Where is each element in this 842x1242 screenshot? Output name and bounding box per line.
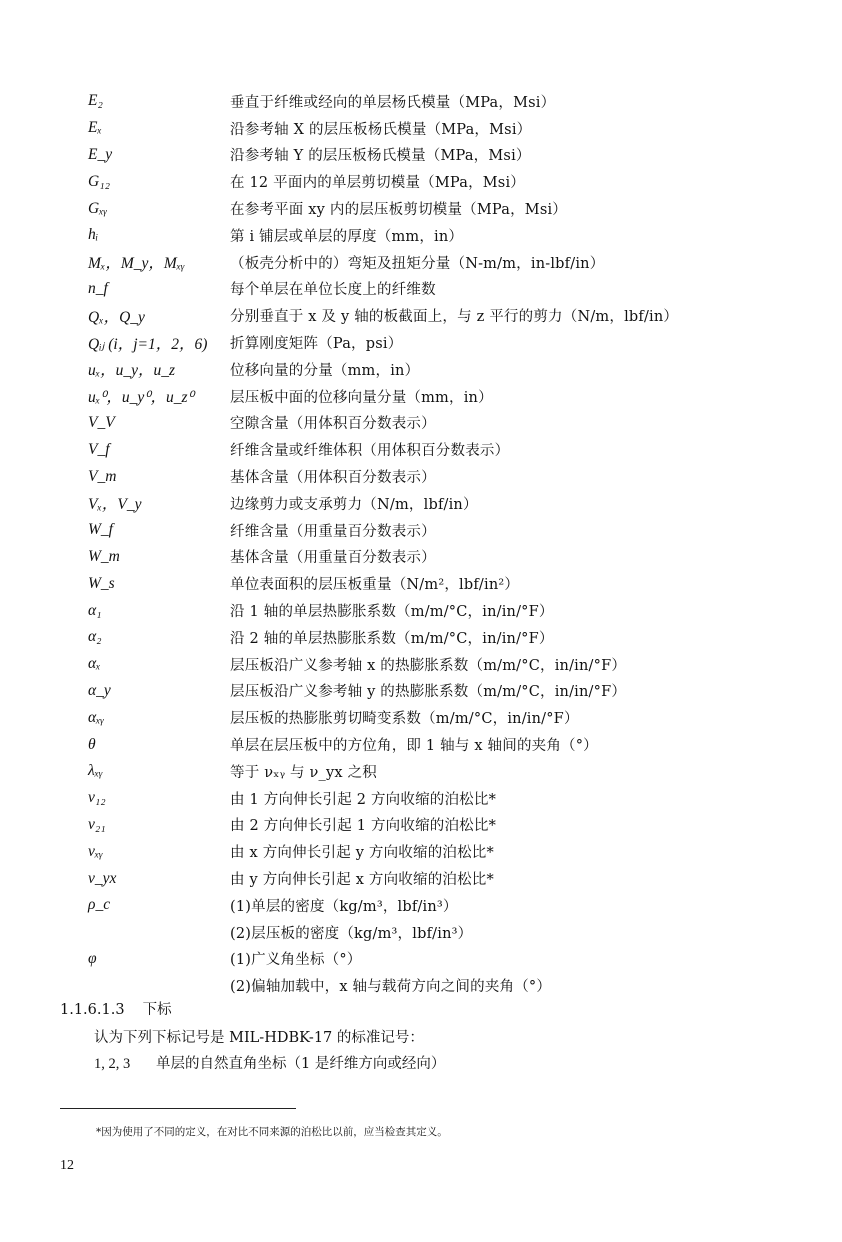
symbol: θ (88, 735, 96, 753)
symbol-row (88, 678, 828, 705)
section-number: 1.1.6.1.3 (60, 1002, 125, 1018)
symbol-description: 在参考平面 xy 内的层压板剪切模量（MPa，Msi） (230, 202, 568, 219)
symbol: uₓ，u_y，u_z (88, 362, 176, 380)
footnote: *因为使用了不同的定义，在对比不同来源的泊松比以前，应当检查其定义。 (96, 1126, 448, 1138)
symbol: n_f (88, 279, 108, 297)
symbol-row (88, 704, 828, 731)
symbol-row (88, 276, 828, 303)
symbol-description: 单位表面积的层压板重量（N/m²，lbf/in²） (230, 577, 520, 594)
symbol: Gₓᵧ (88, 199, 108, 217)
symbol-description: 纤维含量或纤维体积（用体积百分数表示） (230, 443, 510, 460)
symbol-row (88, 758, 828, 785)
symbol-description: 由 x 方向伸长引起 y 方向收缩的泊松比* (230, 845, 494, 862)
symbol-description: 折算刚度矩阵（Pa，psi） (230, 336, 403, 353)
symbol-description: (1)单层的密度（kg/m³，lbf/in³） (230, 898, 458, 915)
symbol-description: (2)层压板的密度（kg/m³，lbf/in³） (230, 925, 473, 942)
symbol: ν_yx (88, 869, 117, 887)
symbol-row (88, 168, 828, 195)
symbol: V_f (88, 440, 110, 458)
footnote-divider (60, 1108, 296, 1109)
symbol: hᵢ (88, 226, 99, 244)
symbol-description: 由 2 方向伸长引起 1 方向收缩的泊松比* (230, 818, 497, 835)
symbol: λₓᵧ (88, 762, 103, 780)
symbol-row (88, 88, 828, 115)
subscript-desc: 单层的自然直角坐标（1 是纤维方向或经向） (156, 1056, 446, 1072)
symbol-description: 层压板沿广义参考轴 y 的热膨胀系数（m/m/°C，in/in/°F） (230, 684, 627, 701)
symbol: α₂ (88, 628, 102, 646)
symbol-description: 由 1 方向伸长引起 2 方向收缩的泊松比* (230, 791, 497, 808)
symbol-row (88, 651, 828, 678)
symbol-description: 层压板的热膨胀剪切畸变系数（m/m/°C，in/in/°F） (230, 711, 579, 728)
symbol-row (88, 302, 828, 329)
symbol: Mₓ，M_y，Mₓᵧ (88, 255, 185, 273)
symbol-row (88, 812, 828, 839)
symbol-row (88, 865, 828, 892)
symbol-description: 层压板沿广义参考轴 x 的热膨胀系数（m/m/°C，in/in/°F） (230, 657, 627, 674)
symbol: αₓ (88, 655, 101, 673)
symbol-description: 沿 2 轴的单层热膨胀系数（m/m/°C，in/in/°F） (230, 630, 554, 647)
symbol: α₁ (88, 601, 102, 619)
symbol: V_m (88, 467, 117, 485)
symbol-row (88, 222, 828, 249)
symbol: E₂ (88, 92, 103, 110)
section-heading (60, 998, 172, 1019)
symbol-description: （板壳分析中的）弯矩及扭矩分量（N-m/m，in-lbf/in） (230, 255, 605, 272)
symbol-row (88, 329, 828, 356)
subscript-key: 1, 2, 3 (94, 1056, 131, 1072)
symbol: ν₁₂ (88, 789, 106, 807)
symbol-row (88, 731, 828, 758)
symbol-description: 等于 νₓᵧ 与 ν_yx 之积 (230, 764, 377, 781)
symbol-description: 基体含量（用重量百分数表示） (230, 550, 436, 567)
symbol-description: 纤维含量（用重量百分数表示） (230, 523, 436, 540)
symbol-row (88, 383, 828, 410)
symbol-row (88, 249, 828, 276)
symbol: Eₓ (88, 119, 102, 137)
symbol-description: 在 12 平面内的单层剪切模量（MPa，Msi） (230, 175, 525, 192)
symbol-description: 每个单层在单位长度上的纤维数 (230, 282, 436, 299)
symbol-row (88, 544, 828, 571)
symbol: φ (88, 949, 97, 967)
symbol-description: 空隙含量（用体积百分数表示） (230, 416, 436, 433)
symbol: νₓᵧ (88, 842, 103, 860)
symbol-description: 单层在层压板中的方位角，即 1 轴与 x 轴间的夹角（°） (230, 738, 598, 755)
symbol: uₓ⁰，u_y⁰，u_z⁰ (88, 389, 194, 407)
page-number: 12 (60, 1158, 74, 1173)
symbol: E_y (88, 145, 113, 163)
symbol-description: 沿参考轴 Y 的层压板杨氏模量（MPa，Msi） (230, 148, 531, 165)
symbol-row (88, 597, 828, 624)
section-title: 下标 (142, 1002, 172, 1018)
symbol-row (88, 463, 828, 490)
symbol-row (88, 195, 828, 222)
symbol-description: 分别垂直于 x 及 y 轴的板截面上，与 z 平行的剪力（N/m，lbf/in） (230, 309, 679, 326)
symbol: ρ_c (88, 896, 111, 914)
symbol-row (88, 115, 828, 142)
symbol: Qᵢⱼ (i，j=1，2，6) (88, 335, 208, 353)
section-intro: 认为下列下标记号是 MIL-HDBK-17 的标准记号： (94, 1030, 424, 1046)
symbol-row (88, 785, 828, 812)
symbol-description: 位移向量的分量（mm，in） (230, 362, 420, 379)
symbol-row (88, 570, 828, 597)
symbol: Qₓ，Q_y (88, 308, 145, 326)
symbol-row (88, 410, 828, 437)
symbol-row (88, 946, 828, 973)
symbol-row (88, 142, 828, 169)
symbol-row (88, 919, 828, 946)
symbol-row (88, 624, 828, 651)
symbol: Vₓ，V_y (88, 496, 142, 514)
symbol-description: 沿 1 轴的单层热膨胀系数（m/m/°C，in/in/°F） (230, 604, 554, 621)
symbol-description: 由 y 方向伸长引起 x 方向收缩的泊松比* (230, 872, 494, 888)
symbol-row (88, 838, 828, 865)
symbol: G₁₂ (88, 172, 110, 190)
symbol-description: (1)广义角坐标（°） (230, 952, 362, 969)
symbol-description: 基体含量（用体积百分数表示） (230, 470, 436, 487)
symbol-list (88, 88, 828, 999)
symbol: V_V (88, 413, 115, 431)
symbol-row (88, 517, 828, 544)
symbol-row (88, 356, 828, 383)
symbol: W_m (88, 547, 120, 565)
symbol-description: 沿参考轴 X 的层压板杨氏模量（MPa，Msi） (230, 121, 532, 138)
symbol-description: (2)偏轴加载中，x 轴与载荷方向之间的夹角（°） (230, 979, 552, 996)
symbol: ν₂₁ (88, 815, 106, 833)
symbol-row (88, 972, 828, 999)
symbol-description: 第 i 铺层或单层的厚度（mm，in） (230, 228, 464, 245)
symbol-description: 垂直于纤维或经向的单层杨氏模量（MPa，Msi） (230, 94, 556, 111)
symbol-row (88, 436, 828, 463)
symbol-row (88, 892, 828, 919)
symbol-description: 边缘剪力或支承剪力（N/m，lbf/in） (230, 496, 478, 513)
symbol: W_s (88, 574, 115, 592)
symbol: W_f (88, 521, 113, 539)
symbol-row (88, 490, 828, 517)
symbol: α_y (88, 681, 111, 699)
symbol: αₓᵧ (88, 708, 105, 726)
subscript-entry (94, 1052, 445, 1073)
symbol-description: 层压板中面的位移向量分量（mm，in） (230, 389, 493, 406)
